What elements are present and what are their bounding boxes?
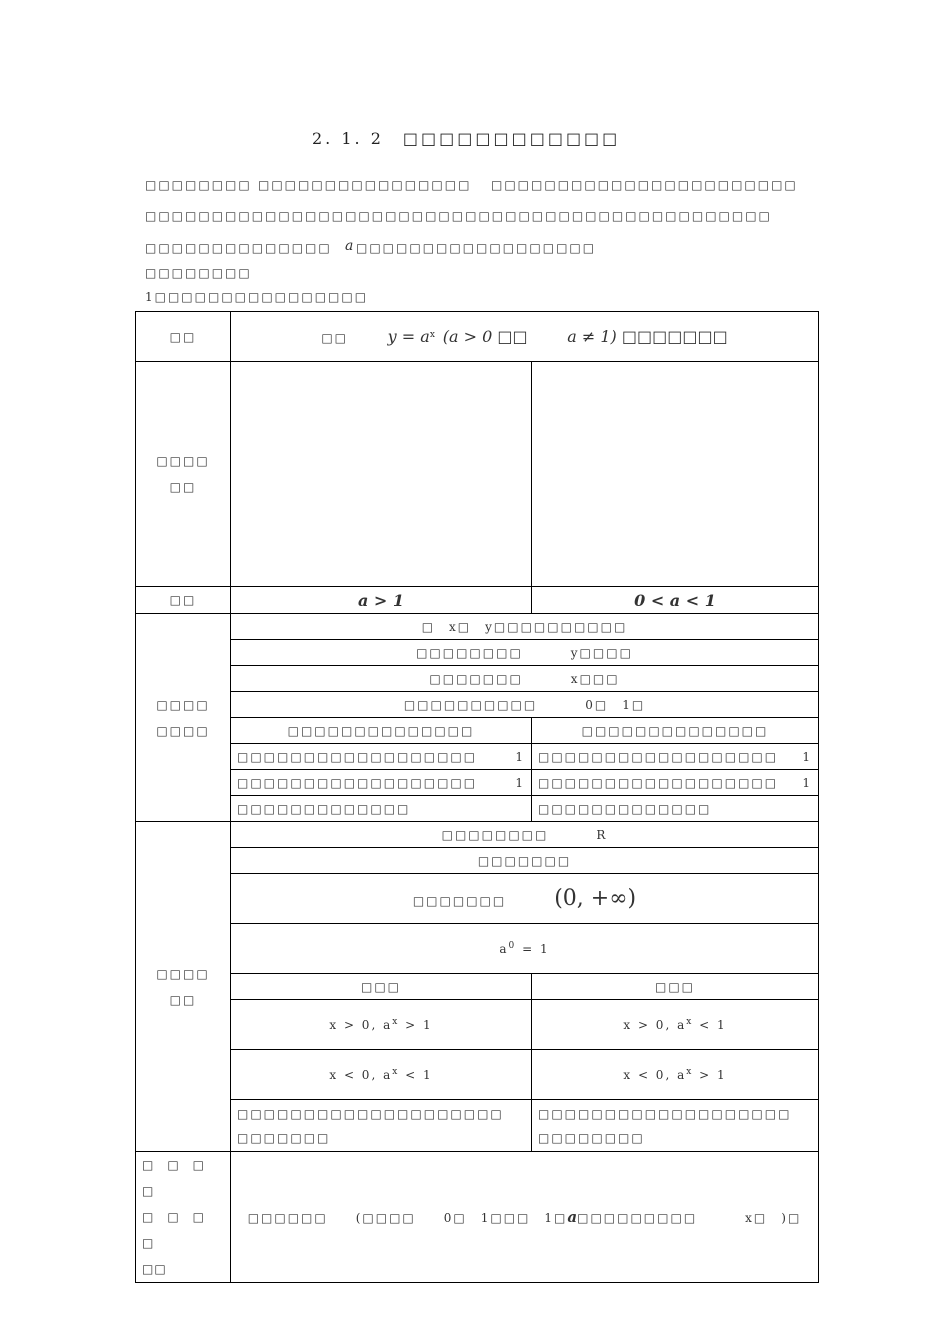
property-row-7-right-sup: x — [686, 1067, 694, 1077]
intro-line-3-var: a — [345, 238, 354, 254]
property-row-4-exp: 0 — [508, 941, 517, 951]
property-row-6-left-a: x > 0, a — [329, 1018, 393, 1032]
feature-row-4 — [231, 692, 819, 718]
intro-line-2: □□□□□□□□□□□□□□□□□□□□□□□□□□□□□□□□□□□□□□□□□□□□□□□ — [145, 209, 772, 223]
feature-row-5-left: □□□□□□□□□□□□□□ — [231, 718, 532, 744]
property-row-5-left: □□□ — [231, 974, 532, 1000]
condition-label: □□ — [136, 587, 231, 614]
graph-label-line-2: □□ — [169, 480, 197, 494]
property-row-6-left-b: > 1 — [399, 1018, 433, 1032]
property-row-6-right-b: < 1 — [693, 1018, 727, 1032]
intro-line-1c: □□□□□□□□□□□□□□□□□□□□□□□ — [491, 178, 798, 192]
last-row-text-e: x□ )□ — [745, 1211, 802, 1225]
feature-row-6-left-text: □□□□□□□□□□□□□□□□□□ — [237, 749, 478, 764]
properties-label — [136, 822, 231, 1152]
graph-row — [136, 362, 819, 587]
property-row-4-rest: = 1 — [516, 942, 550, 956]
property-row-6-right — [532, 1000, 819, 1050]
feature-row-7-left-text: □□□□□□□□□□□□□□□□□□ — [237, 775, 478, 790]
properties-label-line-1: □□□□ — [156, 966, 210, 981]
definition-formula-a: y = a — [387, 327, 430, 346]
features-label — [136, 614, 231, 822]
definition-row — [136, 312, 819, 362]
intro-line-1a: □□□□□□□□ — [145, 178, 252, 192]
features-label-line-2: □□□□ — [156, 723, 210, 738]
feature-row-6-left — [231, 744, 532, 770]
property-row-7-left-b: < 1 — [399, 1068, 433, 1082]
feature-row-7-left-num: 1 — [515, 775, 525, 790]
property-row-3 — [231, 874, 819, 924]
feature-row-6-right — [532, 744, 819, 770]
feature-row-7-right-text: □□□□□□□□□□□□□□□□□□ — [538, 775, 779, 790]
condition-left: a > 1 — [357, 590, 405, 610]
condition-row — [136, 587, 819, 614]
property-row-7-right-a: x < 0, a — [623, 1068, 687, 1082]
last-row-label-line-1: □ □ □ □ — [142, 1158, 219, 1198]
last-row-text-a: □□□□□□ — [247, 1211, 328, 1225]
property-row-7-right — [532, 1050, 819, 1100]
property-row-8-right-line-2: □□□□□□□□ — [538, 1130, 645, 1145]
properties-label-line-2: □□ — [169, 992, 197, 1007]
feature-row-5-right: □□□□□□□□□□□□□□ — [532, 718, 819, 744]
property-row-6-right-sup: x — [686, 1017, 694, 1027]
property-row-8-right — [532, 1100, 819, 1152]
property-row-7-left-sup: x — [392, 1067, 400, 1077]
graph-cell-a-gt-1 — [231, 362, 532, 587]
feature-row-8-right: □□□□□□□□□□□□□ — [532, 796, 819, 822]
last-row-text-b: (□□□□ — [355, 1211, 416, 1225]
intro-line-3b: □□□□□□□□□□□□□□□□□□ — [356, 241, 597, 255]
feature-row-6-right-num: 1 — [802, 749, 812, 764]
property-row-8-right-line-1: □□□□□□□□□□□□□□□□□□□ — [538, 1106, 792, 1121]
feature-row-2-text: □□□□□□□□ — [416, 645, 523, 660]
property-row-3-value: (0, +∞) — [554, 886, 637, 911]
property-row-1-value: R — [596, 827, 608, 842]
condition-right: 0 < a < 1 — [634, 590, 716, 610]
feature-row-3-text: □□□□□□□ — [429, 671, 523, 686]
property-row-7-left — [231, 1050, 532, 1100]
definition-formula-sup: x — [429, 330, 437, 340]
intro-line-4: □□□□□□□□ — [145, 266, 252, 280]
definition-label: □□ — [136, 312, 231, 362]
property-row-4 — [231, 924, 819, 974]
feature-row-2-value: y□□□□ — [570, 645, 633, 660]
property-row-1 — [231, 822, 819, 848]
feature-row-7-right — [532, 770, 819, 796]
graph-cell-a-lt-1 — [532, 362, 819, 587]
graph-label-line-1: □□□□ — [156, 454, 210, 468]
feature-row-7-left — [231, 770, 532, 796]
property-row-1-text: □□□□□□□□ — [441, 827, 549, 842]
feature-row-6-right-text: □□□□□□□□□□□□□□□□□□ — [538, 749, 779, 764]
exponential-function-table — [135, 311, 819, 1283]
property-row-3-text: □□□□□□□ — [412, 894, 507, 908]
feature-row-4-value: 0□ 1□ — [585, 698, 646, 712]
page-title: 2. 1. 2 □□□□□□□□□□□□ — [312, 129, 621, 148]
feature-row-1: □ x□ y□□□□□□□□□□ — [231, 614, 819, 640]
features-label-line-1: □□□□ — [156, 697, 210, 712]
property-row-5-right: □□□ — [532, 974, 819, 1000]
property-row-4-base: a — [499, 942, 509, 956]
property-row-7-left-a: x < 0, a — [329, 1068, 393, 1082]
feature-row-6-left-num: 1 — [515, 749, 525, 764]
feature-row-3-value: x□□□ — [570, 671, 620, 686]
intro-line-5: 1□□□□□□□□□□□□□□□□ — [145, 290, 369, 304]
intro-line-1b: □□□□□□□□□□□□□□□□ — [258, 178, 472, 192]
property-row-7-right-b: > 1 — [693, 1068, 727, 1082]
feature-row-2 — [231, 640, 819, 666]
graph-label — [136, 362, 231, 587]
last-row-label-line-3: □□ — [142, 1262, 167, 1276]
feature-row-3 — [231, 666, 819, 692]
property-row-6-left — [231, 1000, 532, 1050]
last-row-text-d: □□□□□□□□□ — [577, 1211, 698, 1225]
last-row — [136, 1152, 819, 1283]
last-row-text-c: 0□ 1□□□ 1□ — [443, 1211, 568, 1225]
property-row-2: □□□□□□□ — [231, 848, 819, 874]
definition-formula-c: a ≠ 1) □□□□□□□ — [567, 327, 728, 346]
last-row-label — [136, 1152, 231, 1283]
property-row-6-left-sup: x — [392, 1017, 400, 1027]
definition-prefix: □□ — [321, 331, 348, 345]
intro-line-3a: □□□□□□□□□□□□□□ — [145, 241, 332, 255]
last-row-var: a — [567, 1208, 578, 1226]
property-row-6-right-a: x > 0, a — [623, 1018, 687, 1032]
property-row-8-left-line-1: □□□□□□□□□□□□□□□□□□□□ — [237, 1106, 504, 1121]
property-row-8-left-line-2: □□□□□□□ — [237, 1130, 331, 1145]
last-row-label-line-2: □ □ □ □ — [142, 1210, 219, 1250]
definition-formula-b: (a > 0 □□ — [442, 327, 528, 346]
definition-cell — [231, 312, 819, 362]
feature-row-7-right-num: 1 — [802, 775, 812, 790]
feature-row-4-text: □□□□□□□□□□ — [403, 698, 538, 712]
feature-row-8-left: □□□□□□□□□□□□□ — [231, 796, 532, 822]
property-row-8-left — [231, 1100, 532, 1152]
last-row-content — [231, 1152, 819, 1283]
